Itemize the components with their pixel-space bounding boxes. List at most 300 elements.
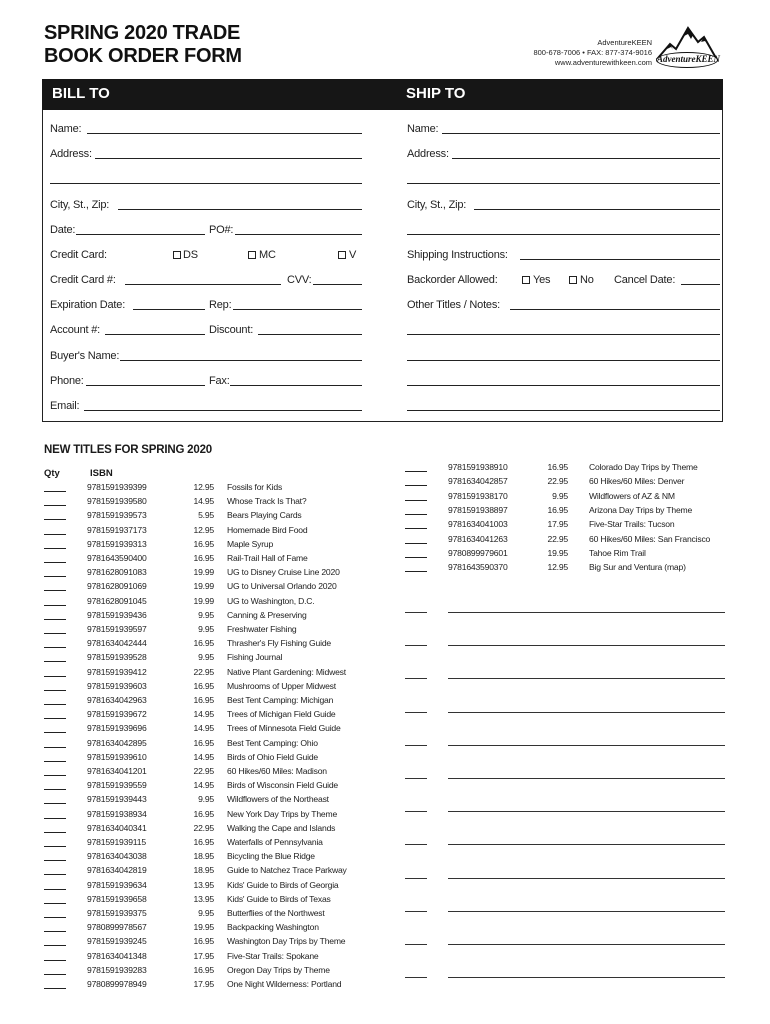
notes-line[interactable]	[407, 385, 720, 386]
price-value: 22.95	[193, 822, 214, 833]
title-row	[44, 723, 384, 737]
isbn-value: 9781591939313	[87, 538, 147, 549]
title-row	[405, 534, 745, 548]
price-value: 9.95	[198, 908, 214, 918]
backorder-no-label: No	[580, 274, 594, 286]
title-row	[44, 951, 384, 965]
backorder-yes-checkbox[interactable]	[522, 276, 530, 284]
title-row	[405, 519, 745, 533]
isbn-value: 9781591937173	[87, 524, 147, 535]
qty-field[interactable]	[44, 534, 66, 535]
isbn-column-header: ISBN	[90, 468, 113, 479]
buyer-name-label: Buyer's Name:	[50, 350, 120, 362]
isbn-value: 9781634043038	[87, 851, 147, 862]
title-value: Five-Star Trails: Spokane	[227, 950, 319, 961]
notes-line[interactable]	[407, 410, 720, 411]
qty-field[interactable]	[44, 576, 66, 577]
price-value: 22.95	[193, 666, 214, 677]
qty-field[interactable]	[44, 889, 66, 890]
write-in-title-field[interactable]	[448, 844, 725, 845]
title-row	[44, 510, 384, 524]
qty-field[interactable]	[44, 605, 66, 606]
title-value: Maple Syrup	[227, 538, 274, 549]
bill-address-field-2[interactable]	[50, 183, 362, 184]
title-row	[44, 624, 384, 638]
cancel-date-field[interactable]	[681, 284, 720, 285]
title-row	[44, 496, 384, 510]
address-panel	[42, 110, 723, 422]
visa-label: V	[349, 249, 357, 261]
cc-number-field[interactable]	[125, 284, 281, 285]
notes-line[interactable]	[407, 360, 720, 361]
price-value: 9.95	[198, 794, 214, 805]
price-value: 16.95	[193, 553, 214, 563]
ship-address-field-2[interactable]	[407, 183, 720, 184]
bill-po-label: PO#:	[209, 224, 234, 236]
isbn-value: 9781591939696	[87, 723, 147, 734]
isbn-value: 9781591939245	[87, 936, 147, 947]
isbn-value: 9781643590370	[448, 562, 508, 573]
title-value: Birds of Ohio Field Guide	[227, 751, 319, 762]
qty-field[interactable]	[44, 647, 66, 648]
phone-label: Phone:	[50, 375, 84, 387]
write-in-qty-field[interactable]	[405, 778, 427, 779]
price-value: 19.95	[193, 922, 214, 933]
isbn-value: 9781634041201	[87, 766, 147, 776]
isbn-value: 9781591939597	[87, 624, 147, 634]
price-value: 13.95	[193, 893, 214, 904]
bill-date-label: Date:	[50, 224, 76, 236]
qty-field[interactable]	[44, 960, 66, 961]
price-value: 13.95	[193, 879, 214, 890]
write-in-title-field[interactable]	[448, 712, 725, 713]
title-row	[44, 567, 384, 581]
write-in-qty-field[interactable]	[405, 844, 427, 845]
bill-po-field[interactable]	[235, 234, 362, 235]
write-in-title-field[interactable]	[448, 911, 725, 912]
qty-field[interactable]	[44, 832, 66, 833]
title-value: Fishing Journal	[227, 652, 283, 663]
cancel-date-label: Cancel Date:	[614, 274, 676, 286]
write-in-qty-field[interactable]	[405, 712, 427, 713]
shipping-instructions-label: Shipping Instructions:	[407, 249, 508, 261]
notes-field[interactable]	[510, 309, 720, 310]
title-row	[44, 922, 384, 936]
isbn-value: 9781634042895	[87, 737, 147, 748]
qty-field[interactable]	[405, 528, 427, 529]
ds-checkbox[interactable]	[173, 251, 181, 259]
title-row	[405, 505, 745, 519]
write-in-title-field[interactable]	[448, 878, 725, 879]
cvv-field[interactable]	[313, 284, 362, 285]
title-value: Arizona Day Trips by Theme	[589, 504, 693, 515]
write-in-qty-field[interactable]	[405, 944, 427, 945]
ship-city-label: City, St., Zip:	[407, 199, 467, 211]
title-value: Kids' Guide to Birds of Georgia	[227, 879, 339, 890]
isbn-value: 9781643590400	[87, 553, 147, 563]
title-row	[44, 482, 384, 496]
write-in-qty-field[interactable]	[405, 878, 427, 879]
qty-field[interactable]	[405, 500, 427, 501]
shipping-instructions-field[interactable]	[520, 259, 720, 260]
isbn-value: 9781591939436	[87, 609, 147, 620]
write-in-qty-field[interactable]	[405, 977, 427, 978]
qty-field[interactable]	[44, 562, 66, 563]
rep-field[interactable]	[233, 309, 362, 310]
qty-field[interactable]	[44, 818, 66, 819]
title-line-2: BOOK ORDER FORM	[44, 45, 242, 67]
title-value: Trees of Michigan Field Guide	[227, 709, 336, 720]
title-value: Thrasher's Fly Fishing Guide	[227, 638, 331, 649]
write-in-qty-field[interactable]	[405, 911, 427, 912]
qty-field[interactable]	[44, 619, 66, 620]
notes-line[interactable]	[407, 334, 720, 335]
logo-wordmark: AdventureKEEN	[656, 52, 718, 68]
write-in-qty-field[interactable]	[405, 678, 427, 679]
price-value: 16.95	[193, 680, 214, 691]
title-row	[405, 562, 745, 576]
price-value: 16.95	[193, 695, 214, 705]
qty-field[interactable]	[44, 704, 66, 705]
write-in-title-field[interactable]	[448, 612, 725, 613]
price-value: 17.95	[193, 979, 214, 989]
write-in-qty-field[interactable]	[405, 645, 427, 646]
qty-field[interactable]	[405, 485, 427, 486]
title-row	[44, 823, 384, 837]
isbn-value: 9781634040341	[87, 822, 147, 833]
new-titles-heading: NEW TITLES FOR SPRING 2020	[44, 444, 212, 456]
qty-field[interactable]	[44, 676, 66, 677]
ship-city-field[interactable]	[474, 209, 720, 210]
other-titles-label: Other Titles / Notes:	[407, 299, 501, 311]
isbn-value: 9781634042444	[87, 638, 147, 649]
title-value: UG to Universal Orlando 2020	[227, 581, 337, 592]
title-row	[405, 476, 745, 490]
price-value: 9.95	[198, 609, 214, 620]
isbn-value: 9781628091045	[87, 595, 147, 606]
qty-field[interactable]	[405, 571, 427, 572]
price-value: 22.95	[547, 476, 568, 487]
price-value: 16.95	[193, 538, 214, 549]
title-value: Bicycling the Blue Ridge	[227, 851, 315, 862]
cvv-label: CVV:	[287, 274, 312, 286]
bill-address-label: Address:	[50, 148, 92, 160]
price-value: 16.95	[193, 737, 214, 748]
qty-field[interactable]	[44, 775, 66, 776]
qty-field[interactable]	[44, 718, 66, 719]
title-value: UG to Washington, D.C.	[227, 595, 315, 606]
isbn-value: 9780899978567	[87, 922, 147, 933]
isbn-value: 9781634042857	[448, 476, 508, 487]
title-row	[44, 908, 384, 922]
write-in-title-field[interactable]	[448, 811, 725, 812]
backorder-yes-label: Yes	[533, 274, 551, 286]
isbn-value: 9781591939603	[87, 680, 147, 691]
price-value: 22.95	[547, 533, 568, 544]
title-value: New York Day Trips by Theme	[227, 808, 338, 819]
title-row	[44, 794, 384, 808]
qty-field[interactable]	[44, 505, 66, 506]
isbn-value: 9781591938910	[448, 462, 508, 472]
price-value: 19.99	[193, 581, 214, 592]
qty-field[interactable]	[44, 803, 66, 804]
title-row	[44, 610, 384, 624]
ship-blank-line[interactable]	[407, 234, 720, 235]
bill-name-field[interactable]	[87, 133, 362, 134]
form-title	[44, 22, 242, 68]
title-value: Fossils for Kids	[227, 482, 283, 492]
title-row	[44, 979, 384, 993]
title-row	[44, 837, 384, 851]
title-value: Rail-Trail Hall of Fame	[227, 553, 308, 563]
write-in-title-field[interactable]	[448, 944, 725, 945]
write-in-qty-field[interactable]	[405, 612, 427, 613]
write-in-title-field[interactable]	[448, 678, 725, 679]
isbn-value: 9781591939610	[87, 751, 147, 762]
title-value: Five-Star Trails: Tucson	[589, 519, 675, 530]
qty-field[interactable]	[405, 557, 427, 558]
isbn-value: 9781591939443	[87, 794, 147, 805]
title-value: Guide to Natchez Trace Parkway	[227, 865, 347, 876]
isbn-value: 9781628091069	[87, 581, 147, 592]
title-row	[44, 652, 384, 666]
title-row	[44, 965, 384, 979]
title-row	[44, 638, 384, 652]
cc-number-label: Credit Card #:	[50, 274, 116, 286]
isbn-value: 9781591939115	[87, 837, 146, 847]
title-row	[44, 851, 384, 865]
bill-to-heading: BILL TO	[52, 85, 110, 102]
qty-field[interactable]	[44, 903, 66, 904]
isbn-value: 9781591939634	[87, 879, 147, 890]
qty-field[interactable]	[44, 874, 66, 875]
mc-checkbox[interactable]	[248, 251, 256, 259]
ds-label: DS	[183, 249, 198, 261]
qty-field[interactable]	[44, 519, 66, 520]
title-row	[405, 491, 745, 505]
company-phone: 800-678-7006 • FAX: 877-374-9016	[533, 48, 652, 57]
title-row	[44, 525, 384, 539]
price-value: 19.95	[547, 547, 568, 558]
ship-name-label: Name:	[407, 123, 439, 135]
visa-checkbox[interactable]	[338, 251, 346, 259]
qty-field[interactable]	[44, 590, 66, 591]
price-value: 14.95	[193, 709, 214, 720]
qty-field[interactable]	[405, 543, 427, 544]
write-in-qty-field[interactable]	[405, 811, 427, 812]
price-value: 16.95	[547, 462, 568, 472]
title-value: Wildflowers of AZ & NM	[589, 490, 675, 501]
price-value: 18.95	[193, 851, 214, 862]
title-value: Colorado Day Trips by Theme	[589, 462, 698, 472]
qty-field[interactable]	[44, 761, 66, 762]
isbn-value: 9781634042819	[87, 865, 147, 876]
expiration-field[interactable]	[133, 309, 205, 310]
title-value: UG to Disney Cruise Line 2020	[227, 567, 340, 578]
title-value: Butterflies of the Northwest	[227, 908, 325, 918]
fax-field[interactable]	[230, 385, 362, 386]
isbn-value: 9781591938934	[87, 808, 147, 819]
qty-field[interactable]	[405, 514, 427, 515]
account-field[interactable]	[105, 334, 205, 335]
qty-field[interactable]	[44, 846, 66, 847]
section-header-bar	[42, 79, 723, 110]
isbn-value: 9781591939580	[87, 496, 147, 507]
write-in-title-field[interactable]	[448, 745, 725, 746]
title-value: One Night Wilderness: Portland	[227, 979, 342, 989]
ship-name-field[interactable]	[442, 133, 720, 134]
isbn-value: 9781591939573	[87, 510, 147, 521]
title-row	[44, 709, 384, 723]
write-in-title-field[interactable]	[448, 977, 725, 978]
title-value: Big Sur and Ventura (map)	[589, 562, 686, 573]
qty-field[interactable]	[44, 860, 66, 861]
expiration-label: Expiration Date:	[50, 299, 126, 311]
title-row	[405, 548, 745, 562]
isbn-value: 9781591939559	[87, 780, 147, 791]
bill-city-label: City, St., Zip:	[50, 199, 110, 211]
price-value: 9.95	[552, 490, 568, 501]
price-value: 17.95	[193, 950, 214, 961]
title-value: Whose Track Is That?	[227, 496, 307, 507]
account-label: Account #:	[50, 324, 100, 336]
price-value: 18.95	[193, 865, 214, 876]
qty-column-header: Qty	[44, 468, 60, 479]
title-value: Trees of Minnesota Field Guide	[227, 723, 341, 734]
price-value: 12.95	[193, 524, 214, 535]
title-value: Tahoe Rim Trail	[589, 547, 646, 558]
qty-field[interactable]	[44, 732, 66, 733]
qty-field[interactable]	[44, 789, 66, 790]
title-value: Bears Playing Cards	[227, 510, 302, 521]
title-value: Best Tent Camping: Ohio	[227, 737, 318, 748]
isbn-value: 9781591939399	[87, 482, 147, 492]
company-website: www.adventurewithkeen.com	[554, 58, 652, 67]
qty-field[interactable]	[44, 988, 66, 989]
title-value: Best Tent Camping: Michigan	[227, 695, 334, 705]
qty-field[interactable]	[44, 491, 66, 492]
isbn-value: 9781628091083	[87, 567, 147, 578]
price-value: 19.99	[193, 567, 214, 578]
title-value: 60 Hikes/60 Miles: Madison	[227, 766, 327, 776]
title-value: Mushrooms of Upper Midwest	[227, 680, 336, 691]
title-value: Kids' Guide to Birds of Texas	[227, 893, 331, 904]
title-row	[44, 780, 384, 794]
qty-field[interactable]	[44, 690, 66, 691]
write-in-title-field[interactable]	[448, 645, 725, 646]
title-value: Freshwater Fishing	[227, 624, 297, 634]
title-row	[44, 596, 384, 610]
qty-field[interactable]	[44, 974, 66, 975]
isbn-value: 9780899979601	[448, 547, 508, 558]
write-in-title-field[interactable]	[448, 778, 725, 779]
qty-field[interactable]	[44, 548, 66, 549]
qty-field[interactable]	[44, 917, 66, 918]
price-value: 16.95	[193, 837, 214, 847]
fax-label: Fax:	[209, 375, 230, 387]
ship-to-heading: SHIP TO	[406, 85, 466, 102]
buyer-name-field[interactable]	[120, 360, 362, 361]
qty-field[interactable]	[44, 931, 66, 932]
title-row	[44, 752, 384, 766]
rep-label: Rep:	[209, 299, 232, 311]
price-value: 16.95	[193, 936, 214, 947]
title-value: 60 Hikes/60 Miles: San Francisco	[589, 533, 711, 544]
title-row	[44, 667, 384, 681]
isbn-value: 9781591939283	[87, 964, 147, 975]
qty-field[interactable]	[44, 747, 66, 748]
bill-name-label: Name:	[50, 123, 82, 135]
title-value: 60 Hikes/60 Miles: Denver	[589, 476, 685, 487]
isbn-value: 9781634041348	[87, 950, 147, 961]
title-row	[44, 880, 384, 894]
price-value: 16.95	[193, 808, 214, 819]
title-value: Washington Day Trips by Theme	[227, 936, 346, 947]
price-value: 22.95	[193, 766, 214, 776]
isbn-value: 9781591939412	[87, 666, 147, 677]
title-value: Oregon Day Trips by Theme	[227, 964, 330, 975]
qty-field[interactable]	[44, 945, 66, 946]
title-row	[44, 894, 384, 908]
title-row	[44, 681, 384, 695]
price-value: 14.95	[193, 723, 214, 734]
price-value: 16.95	[193, 638, 214, 649]
title-value: Native Plant Gardening: Midwest	[227, 666, 346, 677]
mc-label: MC	[259, 249, 276, 261]
write-in-qty-field[interactable]	[405, 745, 427, 746]
isbn-value: 9781591939672	[87, 709, 147, 720]
isbn-value: 9781634042963	[87, 695, 147, 705]
title-value: Wildflowers of the Northeast	[227, 794, 329, 805]
backorder-label: Backorder Allowed:	[407, 274, 498, 286]
qty-field[interactable]	[44, 661, 66, 662]
price-value: 17.95	[547, 519, 568, 530]
title-value: Walking the Cape and Islands	[227, 822, 336, 833]
isbn-value: 9781591938170	[448, 490, 508, 501]
title-line-1: SPRING 2020 TRADE	[44, 22, 241, 44]
email-field[interactable]	[84, 410, 362, 411]
discount-field[interactable]	[258, 334, 362, 335]
email-label: Email:	[50, 400, 80, 412]
company-name: AdventureKEEN	[597, 38, 652, 47]
title-value: Birds of Wisconsin Field Guide	[227, 780, 339, 791]
phone-field[interactable]	[86, 385, 205, 386]
price-value: 9.95	[198, 624, 214, 634]
price-value: 16.95	[547, 504, 568, 515]
bill-address-field[interactable]	[95, 158, 362, 159]
bill-city-field[interactable]	[118, 209, 362, 210]
title-row	[44, 581, 384, 595]
price-value: 14.95	[193, 496, 214, 507]
credit-card-label: Credit Card:	[50, 249, 107, 261]
backorder-no-checkbox[interactable]	[569, 276, 577, 284]
title-row	[44, 553, 384, 567]
qty-field[interactable]	[405, 471, 427, 472]
price-value: 9.95	[198, 652, 214, 663]
isbn-value: 9781591939658	[87, 893, 147, 904]
price-value: 12.95	[547, 562, 568, 573]
title-row	[44, 865, 384, 879]
qty-field[interactable]	[44, 633, 66, 634]
ship-address-field[interactable]	[452, 158, 720, 159]
title-row	[44, 738, 384, 752]
bill-date-field[interactable]	[76, 234, 205, 235]
isbn-value: 9781634041263	[448, 533, 508, 544]
isbn-value: 9780899978949	[87, 979, 147, 989]
price-value: 14.95	[193, 780, 214, 791]
price-value: 19.99	[193, 595, 214, 606]
isbn-value: 9781591938897	[448, 504, 508, 515]
